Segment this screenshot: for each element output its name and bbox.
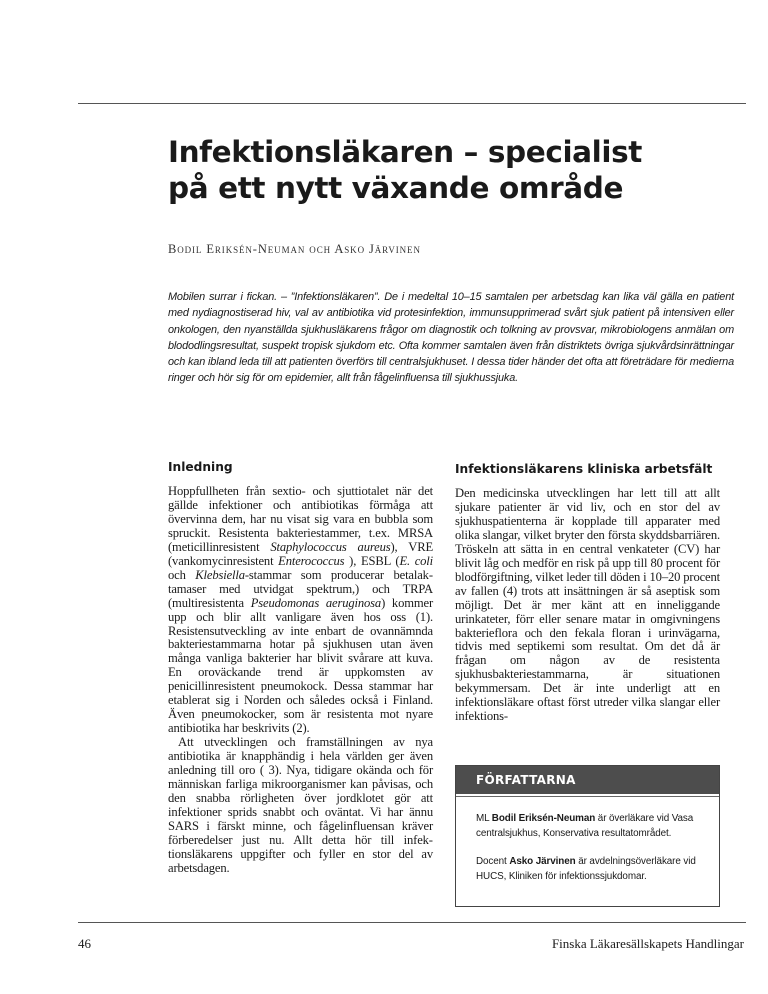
right-column	[455, 458, 720, 724]
article-authors: Bodil Eriksén-Neuman och Asko Järvinen	[168, 242, 421, 256]
species-name: E. coli	[399, 553, 433, 568]
authors-box	[455, 765, 720, 907]
article-title	[168, 134, 728, 206]
author-name: Asko Järvinen	[509, 856, 576, 867]
text-run: ) kommer upp och blir allt vanligare även hos oss (1). Resistensutveckling av inte enbart de ovannämnda bakteriestammarna hotar på sjukhusen utan även många vanliga bakterier har blivit svårare att kuva. En oroväckande trend är uppkomsten av penicillinresistent pneumokock. Dessa stammar har etablerat sig i Norden och således också i Finland. Även pneumokocker, som är resistenta mot nyare antibiotika har beskrivits (2).	[168, 595, 433, 736]
species-name: Enterococcus	[278, 553, 345, 568]
title-line-1: Infektionsläkaren – specialist	[168, 135, 642, 169]
left-column	[168, 458, 433, 876]
section-heading-kliniska-arbetsfalt: Infektionsläkarens kliniska arbetsfält	[455, 462, 713, 476]
author-entry-2	[476, 855, 703, 884]
paragraph-kliniska-1: Den medicinska utvecklingen har lett till att allt sjukare patienter är vid liv, och en stor del av sjukhuspatienterna är kopplade till apparater med olika slangar, vilket bryter den första skyddsbarriären. Tröskeln att sätta in en central venkateter (CV) har blivit låg och medför en risk på upp till 80 procent för blodförgiftning, vilket leder till döden i 10–20 procent av fallen (4) trots att insättningen är så aseptisk som möjligt. Det är mer känt att en inneliggande urinkateter, förr eller senare matar in omgivningens bakterieflora och den fekala floran i urinvägarna, tidvis med septikemi som resultat. Om det då är frågan om någon av de resistenta sjukhusbakteriestammarna, är situationen bekymmersam. Det är inte underligt att en infektionsläkare oftast först utreder vilka slangar eller infektions-	[455, 486, 720, 724]
authors-box-heading: FÖRFATTARNA	[456, 766, 719, 794]
paragraph-inledning-1	[168, 485, 433, 736]
text-run: ), VRE (vankomycinresistent	[168, 539, 433, 568]
author-entry-1	[476, 812, 703, 841]
authors-box-body	[456, 794, 719, 884]
article-abstract: Mobilen surrar i fickan. – ”Infektionsläkaren”. De i medeltal 10–15 samtalen per arbetsdag kan lika väl gälla en patient med nydiagnostiserad hiv, val av antibiotika vid protesinfektion, immunsupprimerad svårt sjuk patient på intensiven eller onkologen, den nyanställda sjukhusläkarens frågor om diagnostik och tolkning av provsvar, mikrobiologens anmälan om blododlingsresultat, suspekt tropisk sjukdom etc. Ofta kommer samtalen även från distriktets övriga sjukvårdsinrättningar och kan ibland leda till att patienten överförs till centralsjukhuset. I dessa tider händer det ofta att företrädare för medierna ringer och hör sig för om epidemier, allt från fågelinfluensa till sjukhussjuka.	[168, 291, 734, 385]
species-name: Klebsiella	[195, 567, 245, 582]
author-title: Docent	[476, 856, 510, 867]
text-run: Hoppfullheten från sextio- och sjuttiotalet när det gällde infektioner och antibiotikas förmåga att övervinna dem, har nu visat sig vara en bubbla som spruckit. Resistenta bakteriestammer, t.ex. MRSA (meticillinresistent	[168, 484, 433, 554]
species-name: Pseudomonas aeruginosa	[250, 595, 382, 610]
text-run: -stammar som producerar betalaktamaser med utvidgat spektrum,) och TRPA (multiresistenta	[168, 567, 434, 610]
section-heading-inledning: Inledning	[168, 460, 233, 474]
author-affiliation: är överläkare vid Vasa centralsjukhus, Konservativa resultatområdet.	[476, 813, 694, 839]
page-number: 46	[78, 936, 91, 951]
text-run: och	[168, 567, 196, 582]
author-title: ML	[476, 813, 492, 824]
species-name: Staphylococcus aureus	[270, 539, 391, 554]
header-rule	[78, 103, 746, 104]
footer-rule	[78, 922, 746, 923]
author-name: Bodil Eriksén-Neuman	[491, 813, 596, 824]
title-line-2: på ett nytt växande område	[168, 171, 624, 205]
paragraph-inledning-2: Att utvecklingen och framställningen av nya antibiotika är knapphändig i hela världen ger även anledning till oro ( 3). Nya, tidigare okända och för människan farliga mikroorganismer kan påvisas, och den snabba rörligheten över jordklotet gör att infektioner sprids snabbt och oväntat. Vi har ännu SARS i färskt minne, och fågelinfluensan kräver förberedelser just nu. Allt detta hör till infektionsläkarens uppgifter och fyller en stor del av arbetsdagen.	[168, 735, 433, 875]
journal-name: Finska Läkaresällskapets Handlingar	[551, 936, 744, 951]
text-run: ), ESBL (	[344, 553, 400, 568]
author-affiliation: är avdelningsöverläkare vid HUCS, Kliniken för infektionssjukdomar.	[476, 856, 696, 882]
